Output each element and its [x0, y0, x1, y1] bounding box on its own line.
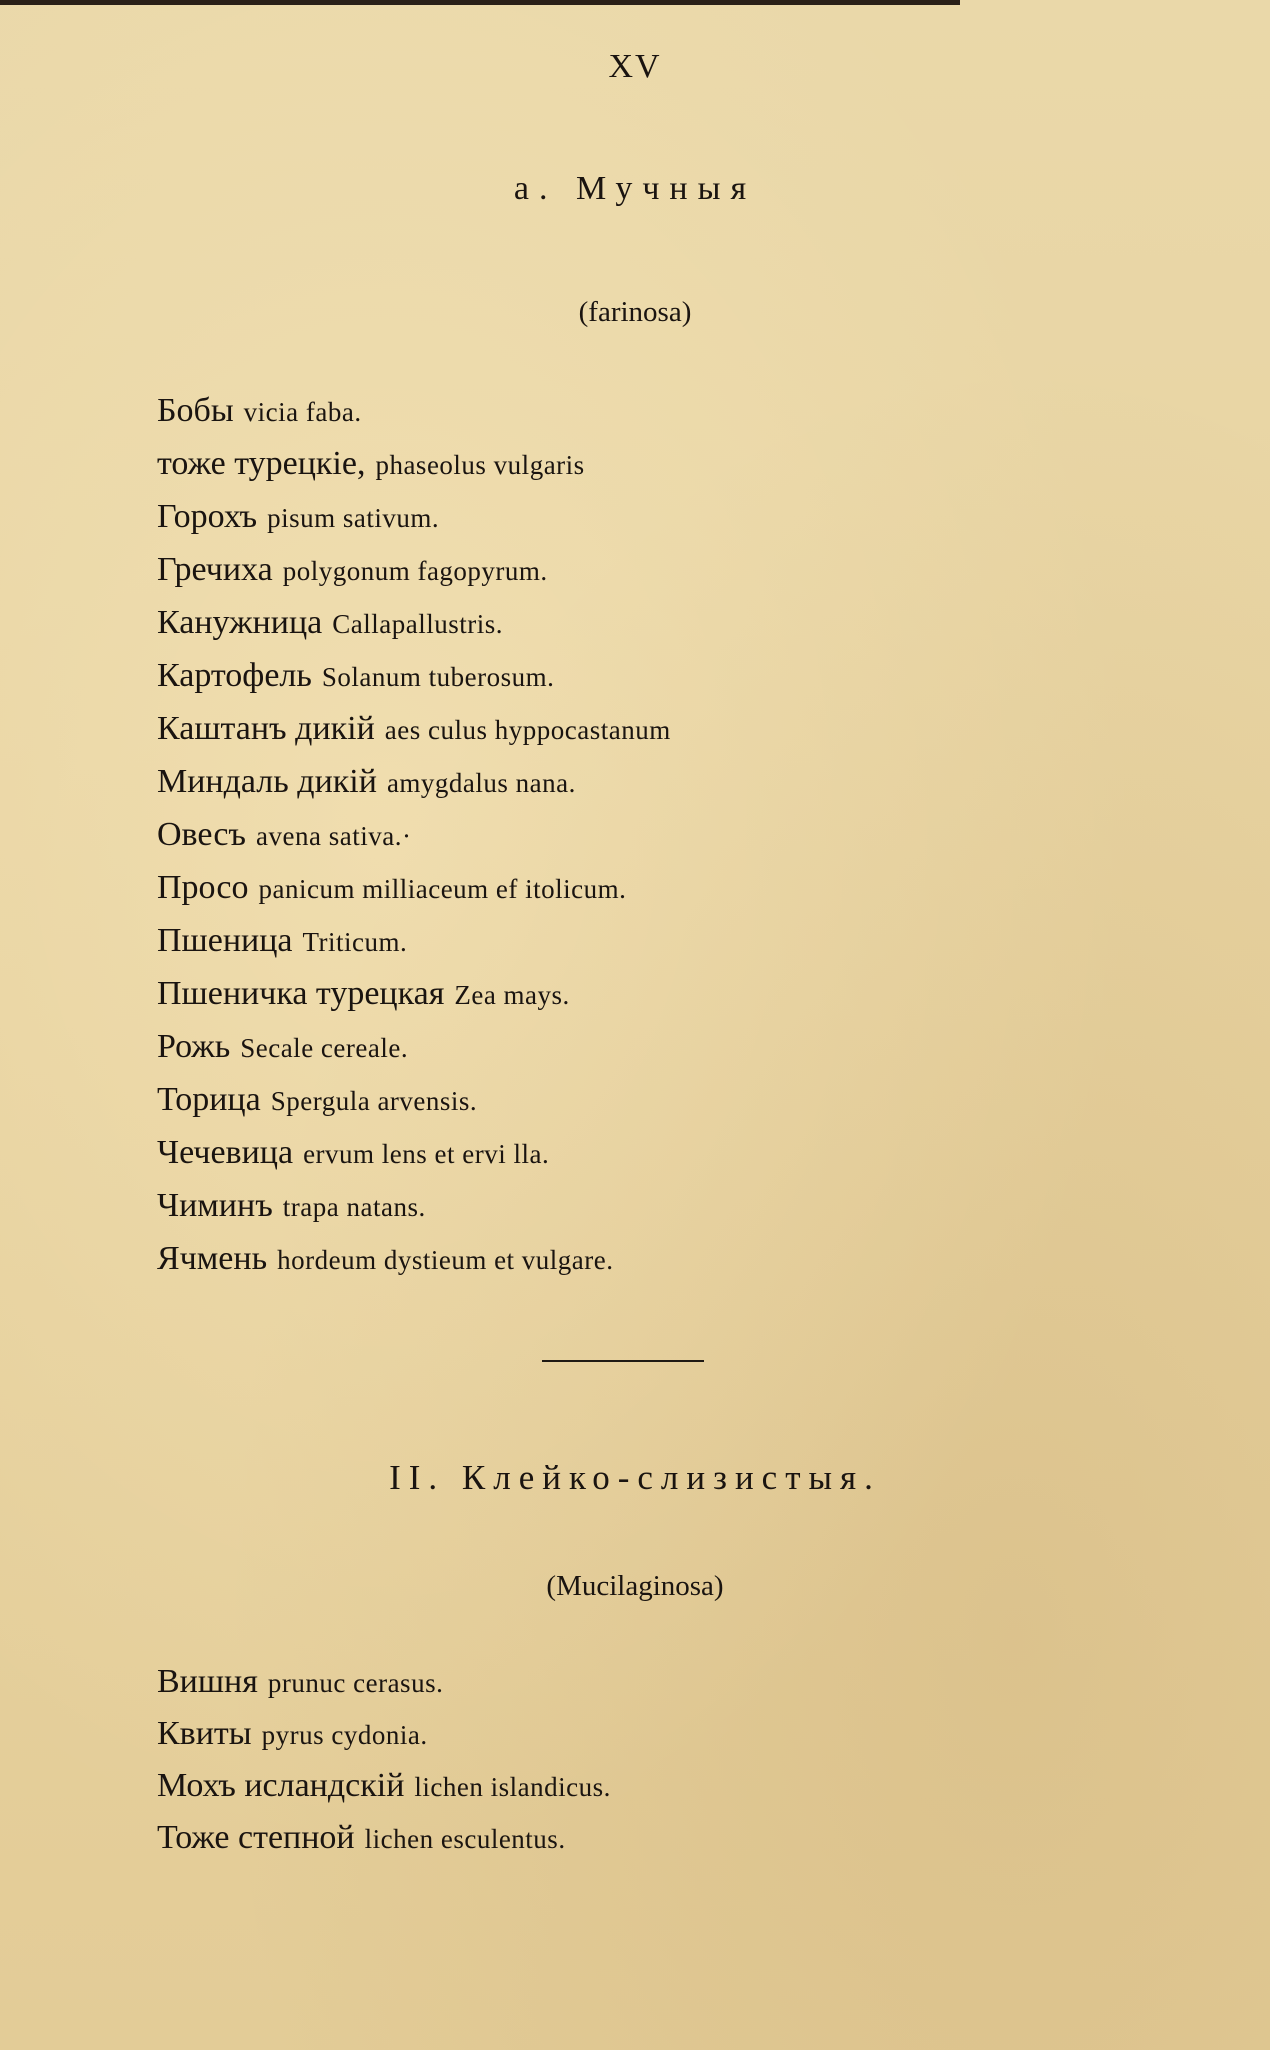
list-item: [157, 808, 671, 861]
russian-name: Просо: [157, 869, 249, 906]
list-item: [157, 490, 671, 543]
russian-name: Чечевица: [157, 1134, 294, 1171]
latin-name: phaseolus vulgaris: [375, 450, 585, 480]
list-item: [157, 1656, 611, 1708]
russian-name: Пшеничка турецкая: [157, 975, 445, 1012]
section-ii-latin-subtitle: (Mucilaginosa): [546, 1570, 724, 1602]
latin-name: amygdalus nana.: [386, 768, 576, 798]
section-ii-title: II. Клейко-слизистыя.: [389, 1458, 881, 1497]
latin-name: Triticum.: [302, 927, 408, 957]
latin-name: Zea mays.: [454, 980, 570, 1010]
russian-name: Овесъ: [157, 816, 247, 853]
russian-name: Ячмень: [157, 1240, 268, 1277]
russian-name: Чиминъ: [157, 1187, 273, 1224]
russian-name: Миндаль дикій: [157, 763, 377, 800]
list-item: [157, 1708, 611, 1760]
latin-name: panicum milliaceum ef itolicum.: [258, 874, 627, 904]
page-top-edge: [0, 0, 960, 5]
latin-name: trapa natans.: [282, 1192, 426, 1222]
list-item: [157, 755, 671, 808]
latin-name: ervum lens et ervi lla.: [303, 1139, 550, 1169]
russian-name: Каштанъ дикій: [157, 710, 375, 747]
latin-name: Spergula arvensis.: [270, 1086, 478, 1116]
latin-name: vicia faba.: [243, 397, 362, 427]
russian-name: Бобы: [157, 392, 234, 429]
russian-name: Рожь: [157, 1028, 231, 1065]
russian-name: Картофель: [157, 657, 312, 694]
latin-name: Secale cereale.: [240, 1033, 409, 1063]
list-item: [157, 1760, 611, 1812]
list-item: [157, 596, 671, 649]
russian-name: тоже турецкіе,: [157, 445, 366, 482]
list-item: [157, 914, 671, 967]
list-item: [157, 1812, 611, 1864]
page-number: XV: [608, 48, 662, 85]
section-divider: [542, 1360, 704, 1362]
latin-name: Callapallustris.: [332, 609, 503, 639]
list-item: [157, 967, 671, 1020]
list-item: [157, 543, 671, 596]
russian-name: Горохъ: [157, 498, 258, 535]
latin-name: lichen esculentus.: [364, 1824, 566, 1854]
list-item: [157, 1179, 671, 1232]
list-item: [157, 649, 671, 702]
latin-name: Solanum tuberosum.: [321, 662, 555, 692]
list-item: [157, 1073, 671, 1126]
russian-name: Канужница: [157, 604, 323, 641]
latin-name: prunuc cerasus.: [267, 1668, 444, 1698]
russian-name: Квиты: [157, 1715, 252, 1752]
latin-name: pisum sativum.: [267, 503, 440, 533]
section-a-entry-list: [157, 384, 671, 1285]
russian-name: Вишня: [157, 1663, 258, 1700]
latin-name: hordeum dystieum et vulgare.: [277, 1245, 614, 1275]
list-item: [157, 702, 671, 755]
list-item: [157, 1232, 671, 1285]
russian-name: Тоже степной: [157, 1819, 355, 1856]
russian-name: Пшеница: [157, 922, 293, 959]
latin-name: polygonum fagopyrum.: [282, 556, 548, 586]
list-item: [157, 1126, 671, 1179]
russian-name: Гречиха: [157, 551, 273, 588]
latin-name: lichen islandicus.: [414, 1772, 611, 1802]
list-item: [157, 1020, 671, 1073]
section-a-latin-subtitle: (farinosa): [578, 296, 692, 328]
list-item: [157, 384, 671, 437]
list-item: [157, 861, 671, 914]
list-item: [157, 437, 671, 490]
section-ii-entry-list: [157, 1656, 611, 1864]
latin-name: aes culus hyppocastanum: [384, 715, 671, 745]
russian-name: Мохъ исландскій: [157, 1767, 405, 1804]
latin-name: pyrus cydonia.: [261, 1720, 428, 1750]
section-a-title: а. Мучныя: [513, 170, 757, 207]
latin-name: avena sativa.·: [256, 821, 412, 851]
russian-name: Торица: [157, 1081, 261, 1118]
